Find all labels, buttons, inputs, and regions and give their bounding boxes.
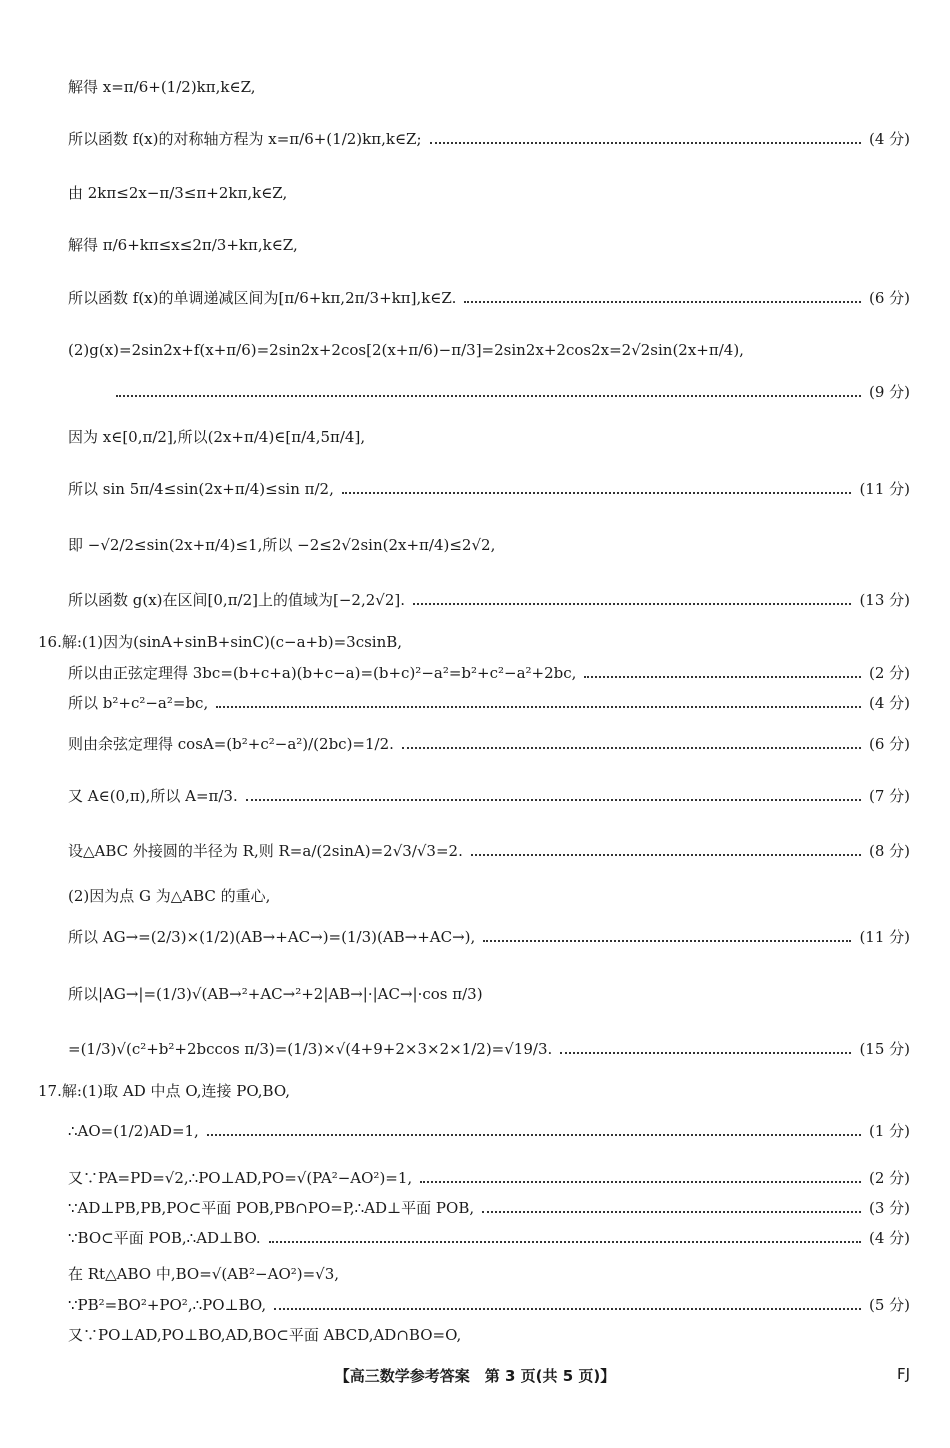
leader-dots — [483, 940, 851, 942]
score-label: (2 分) — [868, 664, 910, 682]
answer-line — [68, 662, 910, 683]
leader-dots — [560, 1052, 851, 1054]
answer-line — [68, 182, 910, 203]
answer-line — [68, 234, 910, 255]
score-label: (4 分) — [868, 694, 910, 712]
score-label: (13 分) — [859, 591, 910, 609]
leader-dots — [584, 676, 861, 678]
answer-line — [68, 128, 910, 149]
line-text: 又∵PA=PD=√2,∴PO⊥AD,PO=√(PA²−AO²)=1, — [68, 1169, 413, 1187]
line-text: (2)因为点 G 为△ABC 的重心, — [68, 887, 271, 905]
line-text: ∵PB²=BO²+PO²,∴PO⊥BO, — [68, 1295, 267, 1314]
score-label: (6 分) — [868, 735, 910, 753]
page-footer: 【高三数学参考答案 第 3 页(共 5 页)】 — [334, 1367, 616, 1385]
score-label: (9 分) — [868, 383, 910, 401]
score-label: (2 分) — [868, 1169, 910, 1187]
leader-dots — [216, 706, 861, 708]
leader-dots — [402, 747, 861, 749]
answer-line — [68, 1167, 910, 1188]
score-label: (15 分) — [859, 1040, 910, 1058]
leader-dots — [116, 395, 861, 397]
line-text: 16.解:(1)因为(sinA+sinB+sinC)(c−a+b)=3csinB, — [38, 633, 403, 651]
score-label: (3 分) — [868, 1199, 910, 1217]
answer-line — [68, 785, 910, 806]
answer-line — [68, 1294, 910, 1315]
score-label: (11 分) — [859, 928, 910, 946]
line-text: 解得 x=π/6+(1/2)kπ,k∈Z, — [68, 78, 256, 96]
leader-dots — [471, 854, 861, 856]
line-text: ∴AO=(1/2)AD=1, — [68, 1121, 199, 1140]
answer-line — [68, 1227, 910, 1248]
score-label: (7 分) — [868, 787, 910, 805]
line-text: ∵BO⊂平面 POB,∴AD⊥BO. — [68, 1229, 261, 1247]
score-label: (11 分) — [859, 480, 910, 498]
answer-line — [38, 1080, 910, 1101]
line-text: 由 2kπ≤2x−π/3≤π+2kπ,k∈Z, — [68, 184, 288, 202]
line-text: 所以函数 f(x)的单调递减区间为[π/6+kπ,2π/3+kπ],k∈Z. — [68, 289, 457, 307]
leader-dots — [420, 1181, 861, 1183]
leader-dots — [269, 1241, 861, 1243]
leader-dots — [342, 492, 852, 494]
line-text: 17.解:(1)取 AD 中点 O,连接 PO,BO, — [38, 1082, 291, 1100]
line-text: 所以|AG→|=(1/3)√(AB→²+AC→²+2|AB→|·|AC→|·cos π/3) — [68, 985, 483, 1003]
answer-line — [68, 926, 910, 947]
line-text: =(1/3)√(c²+b²+2bccos π/3)=(1/3)×√(4+9+2×3×2×1/2)=√19/3. — [68, 1039, 553, 1058]
answer-line — [68, 1197, 910, 1218]
line-text: 则由余弦定理得 cosA=(b²+c²−a²)/(2bc)=1/2. — [68, 735, 394, 753]
answer-line — [68, 1263, 910, 1284]
line-text: 又∵PO⊥AD,PO⊥BO,AD,BO⊂平面 ABCD,AD∩BO=O, — [68, 1326, 462, 1344]
answer-line — [68, 534, 910, 555]
answer-line — [68, 1038, 910, 1059]
leader-dots — [464, 301, 861, 303]
leader-dots — [482, 1211, 861, 1213]
score-label: (8 分) — [868, 842, 910, 860]
leader-dots — [430, 142, 861, 144]
leader-dots — [413, 603, 851, 605]
leader-dots — [274, 1308, 861, 1310]
answer-line — [68, 885, 910, 906]
line-text: ∵AD⊥PB,PB,PO⊂平面 POB,PB∩PO=P,∴AD⊥平面 POB, — [68, 1199, 475, 1217]
answer-line — [68, 478, 910, 499]
leader-dots — [246, 799, 861, 801]
score-label: (5 分) — [868, 1296, 910, 1314]
footer-code: FJ — [896, 1365, 910, 1383]
score-label: (6 分) — [868, 289, 910, 307]
line-text: 所以 sin 5π/4≤sin(2x+π/4)≤sin π/2, — [68, 480, 334, 498]
line-text: 即 −√2/2≤sin(2x+π/4)≤1,所以 −2≤2√2sin(2x+π/4)≤2√2, — [68, 536, 496, 554]
line-text: 所以 b²+c²−a²=bc, — [68, 694, 209, 712]
answer-line — [68, 1120, 910, 1141]
line-text: 所以 AG→=(2/3)×(1/2)(AB→+AC→)=(1/3)(AB→+AC→), — [68, 928, 476, 946]
answer-line — [68, 983, 910, 1004]
score-label: (4 分) — [868, 1229, 910, 1247]
leader-dots — [207, 1134, 861, 1136]
line-text: 因为 x∈[0,π/2],所以(2x+π/4)∈[π/4,5π/4], — [68, 428, 366, 446]
score-label: (4 分) — [868, 130, 910, 148]
answer-line — [68, 341, 910, 359]
answer-line — [68, 840, 910, 861]
line-text: (2)g(x)=2sin2x+f(x+π/6)=2sin2x+2cos[2(x+π/6)−π/3]=2sin2x+2cos2x=2√2sin(2x+π/4), — [68, 341, 744, 359]
line-text: 又 A∈(0,π),所以 A=π/3. — [68, 787, 238, 805]
line-text: 在 Rt△ABO 中,BO=√(AB²−AO²)=√3, — [68, 1265, 340, 1283]
score-label: (1 分) — [868, 1122, 910, 1140]
line-text: 所以由正弦定理得 3bc=(b+c+a)(b+c−a)=(b+c)²−a²=b²+c²−a²+2bc, — [68, 664, 577, 682]
answer-line — [68, 287, 910, 308]
line-text: 所以函数 f(x)的对称轴方程为 x=π/6+(1/2)kπ,k∈Z; — [68, 130, 422, 148]
line-text: 设△ABC 外接圆的半径为 R,则 R=a/(2sinA)=2√3/√3=2. — [68, 842, 463, 860]
answer-line — [116, 381, 910, 402]
answer-line — [68, 733, 910, 754]
answer-line — [68, 76, 910, 97]
answer-line — [38, 631, 910, 652]
answer-line — [68, 426, 910, 447]
answer-line — [68, 589, 910, 610]
answer-line — [68, 1324, 910, 1345]
line-text: 所以函数 g(x)在区间[0,π/2]上的值域为[−2,2√2]. — [68, 591, 406, 609]
line-text: 解得 π/6+kπ≤x≤2π/3+kπ,k∈Z, — [68, 236, 298, 254]
answer-line — [68, 692, 910, 713]
